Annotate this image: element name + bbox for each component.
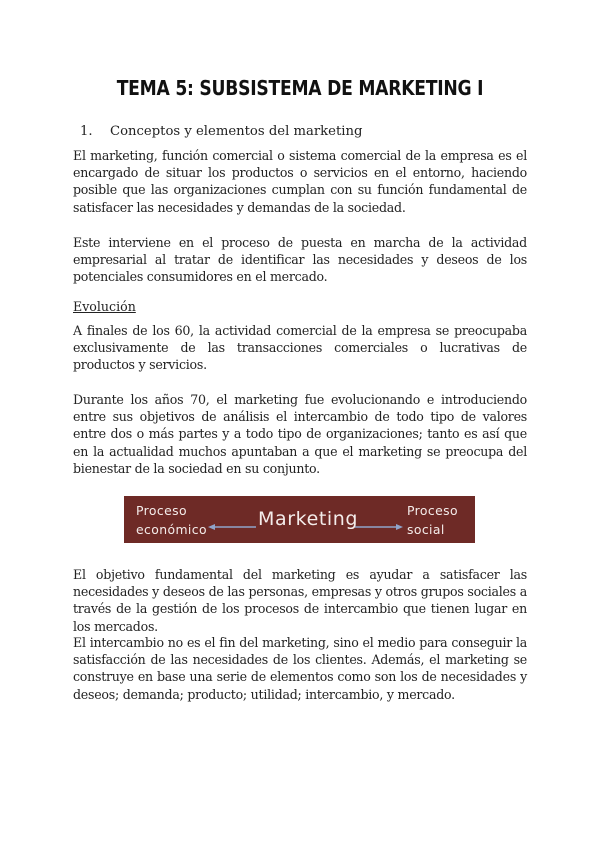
section-number: 1.: [80, 124, 93, 139]
social-process-line2: social: [407, 522, 445, 537]
paragraph-objective: El objetivo fundamental del marketing es ayudar a satisfacer las necesidades y deseos de las personas, empresas y otros grupos sociales a través de la gestión de los procesos de intercambio que tienen lugar en los mercados.: [73, 567, 527, 634]
social-process-line1: Proceso: [407, 503, 458, 518]
right-arrow-icon: [396, 524, 403, 530]
section-heading: [80, 124, 362, 139]
marketing-label: Marketing: [258, 508, 359, 530]
paragraph-exchange: El intercambio no es el fin del marketing, sino el medio para conseguir la satisfacción de las necesidades de los clientes. Además, el marketing se construye en base una serie de elementos como son los de necesidades y deseos; demanda; producto; utilidad; intercambio, y mercado.: [73, 635, 527, 702]
economic-process-line2: económico: [136, 522, 207, 537]
paragraph-seventies: Durante los años 70, el marketing fue evolucionando e introduciendo entre sus objetivos de análisis el intercambio de todo tipo de valores entre dos o más partes y a todo tipo de organizaciones; tanto es así que en la actualidad muchos apuntaban a que el marketing se preocupa del bienestar de la sociedad en su conjunto.: [73, 392, 527, 476]
marketing-process-banner: [124, 496, 475, 543]
document-title: TEMA 5: SUBSISTEMA DE MARKETING I: [116, 76, 484, 100]
economic-process-label: [136, 501, 216, 539]
evolution-heading: Evolución: [73, 299, 136, 314]
paragraph-sixties: A finales de los 60, la actividad comercial de la empresa se preocupaba exclusivamente de las transacciones comerciales o lucrativas de productos y servicios.: [73, 323, 527, 373]
social-process-label: [407, 501, 471, 539]
section-label: Conceptos y elementos del marketing: [110, 124, 363, 139]
paragraph-definition: El marketing, función comercial o sistema comercial de la empresa es el encargado de situar los productos o servicios en el entorno, haciendo posible que las organizaciones cumplan con su función fundamental de satisfacer las necesidades y demandas de la sociedad.: [73, 148, 527, 215]
paragraph-role: Este interviene en el proceso de puesta en marcha de la actividad empresarial al tratar de identificar las necesidades y deseos de los potenciales consumidores en el mercado.: [73, 235, 527, 285]
economic-process-line1: Proceso: [136, 503, 187, 518]
